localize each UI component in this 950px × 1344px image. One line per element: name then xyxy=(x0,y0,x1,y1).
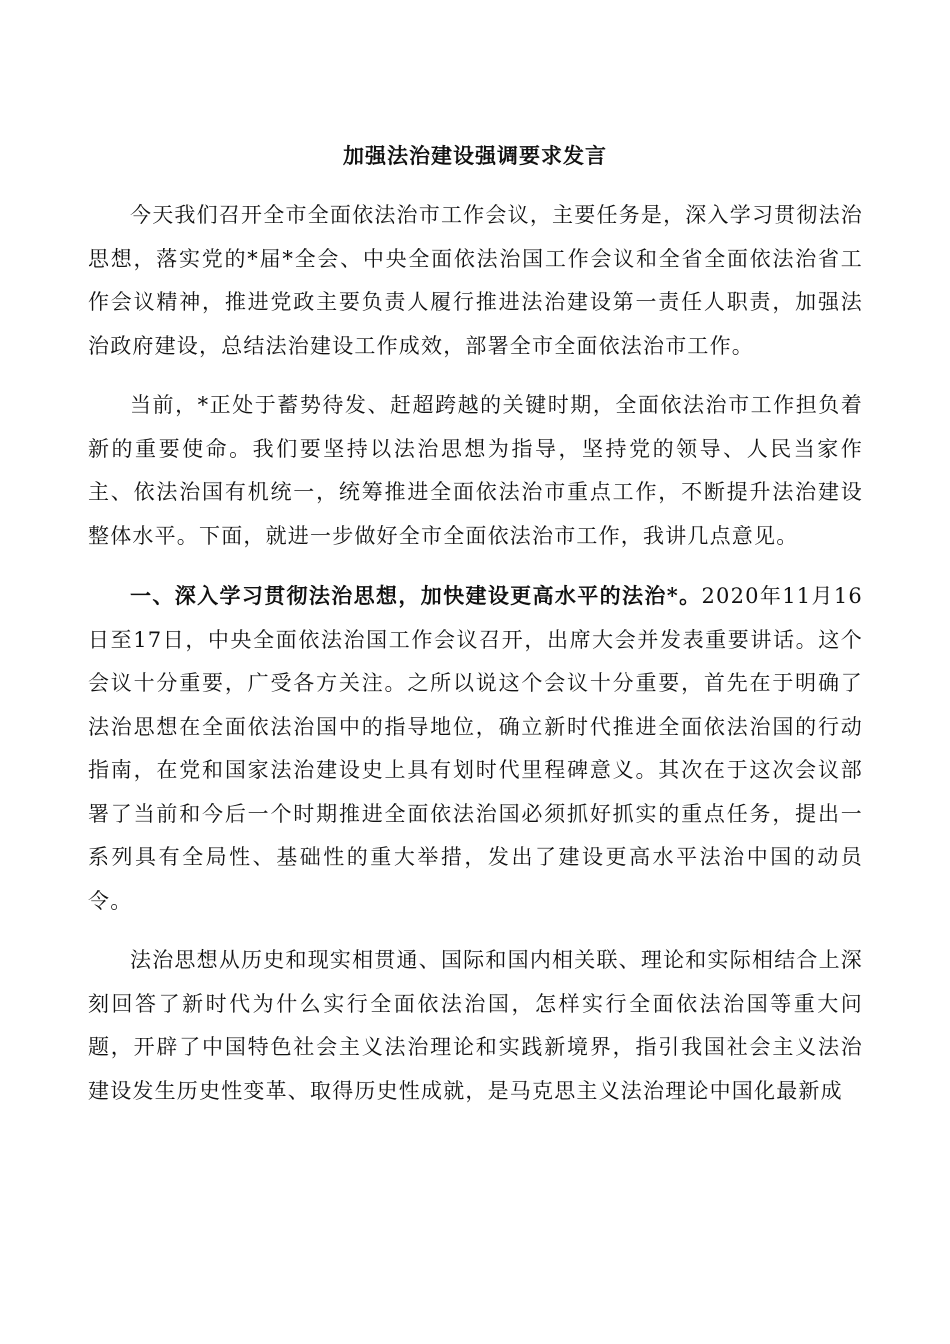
section-text-1: 2020年11月16日至17日，中央全面依法治国工作会议召开，出席大会并发表重要讲话。这个会议十分重要，广受各方关注。之所以说这个会议十分重要，首先在于明确了法治思想在全面依法治国中的指导地位，确立新时代推进全面依法治国的行动指南，在党和国家法治建设史上具有划时代里程碑意义。其次在于这次会议部署了当前和今后一个时期推进全面依法治国必须抓好抓实的重点任务，提出一系列具有全局性、基础性的重大举措，发出了建设更高水平法治中国的动员令。 xyxy=(88,584,863,913)
document-body xyxy=(88,194,863,1113)
paragraph-4: 法治思想从历史和现实相贯通、国际和国内相关联、理论和实际相结合上深刻回答了新时代为什么实行全面依法治国，怎样实行全面依法治国等重大问题，开辟了中国特色社会主义法治理论和实践新境界，指引我国社会主义法治建设发生历史性变革、取得历史性成就，是马克思主义法治理论中国化最新成 xyxy=(88,948,863,1103)
document-title: 加强法治建设强调要求发言 xyxy=(343,143,607,168)
paragraph-1: 今天我们召开全市全面依法治市工作会议，主要任务是，深入学习贯彻法治思想，落实党的*届*全会、中央全面依法治国工作会议和全省全面依法治省工作会议精神，推进党政主要负责人履行推进法治建设第一责任人职责，加强法治政府建设，总结法治建设工作成效，部署全市全面依法治市工作。 xyxy=(88,203,863,358)
paragraph-2: 当前，*正处于蓄势待发、赶超跨越的关键时期，全面依法治市工作担负着新的重要使命。我们要坚持以法治思想为指导，坚持党的领导、人民当家作主、依法治国有机统一，统筹推进全面依法治市重点工作，不断提升法治建设整体水平。下面，就进一步做好全市全面依法治市工作，我讲几点意见。 xyxy=(88,393,863,548)
section-heading-1: 一、深入学习贯彻法治思想，加快建设更高水平的法治*。 xyxy=(130,583,702,608)
paragraph-3 xyxy=(88,574,863,923)
